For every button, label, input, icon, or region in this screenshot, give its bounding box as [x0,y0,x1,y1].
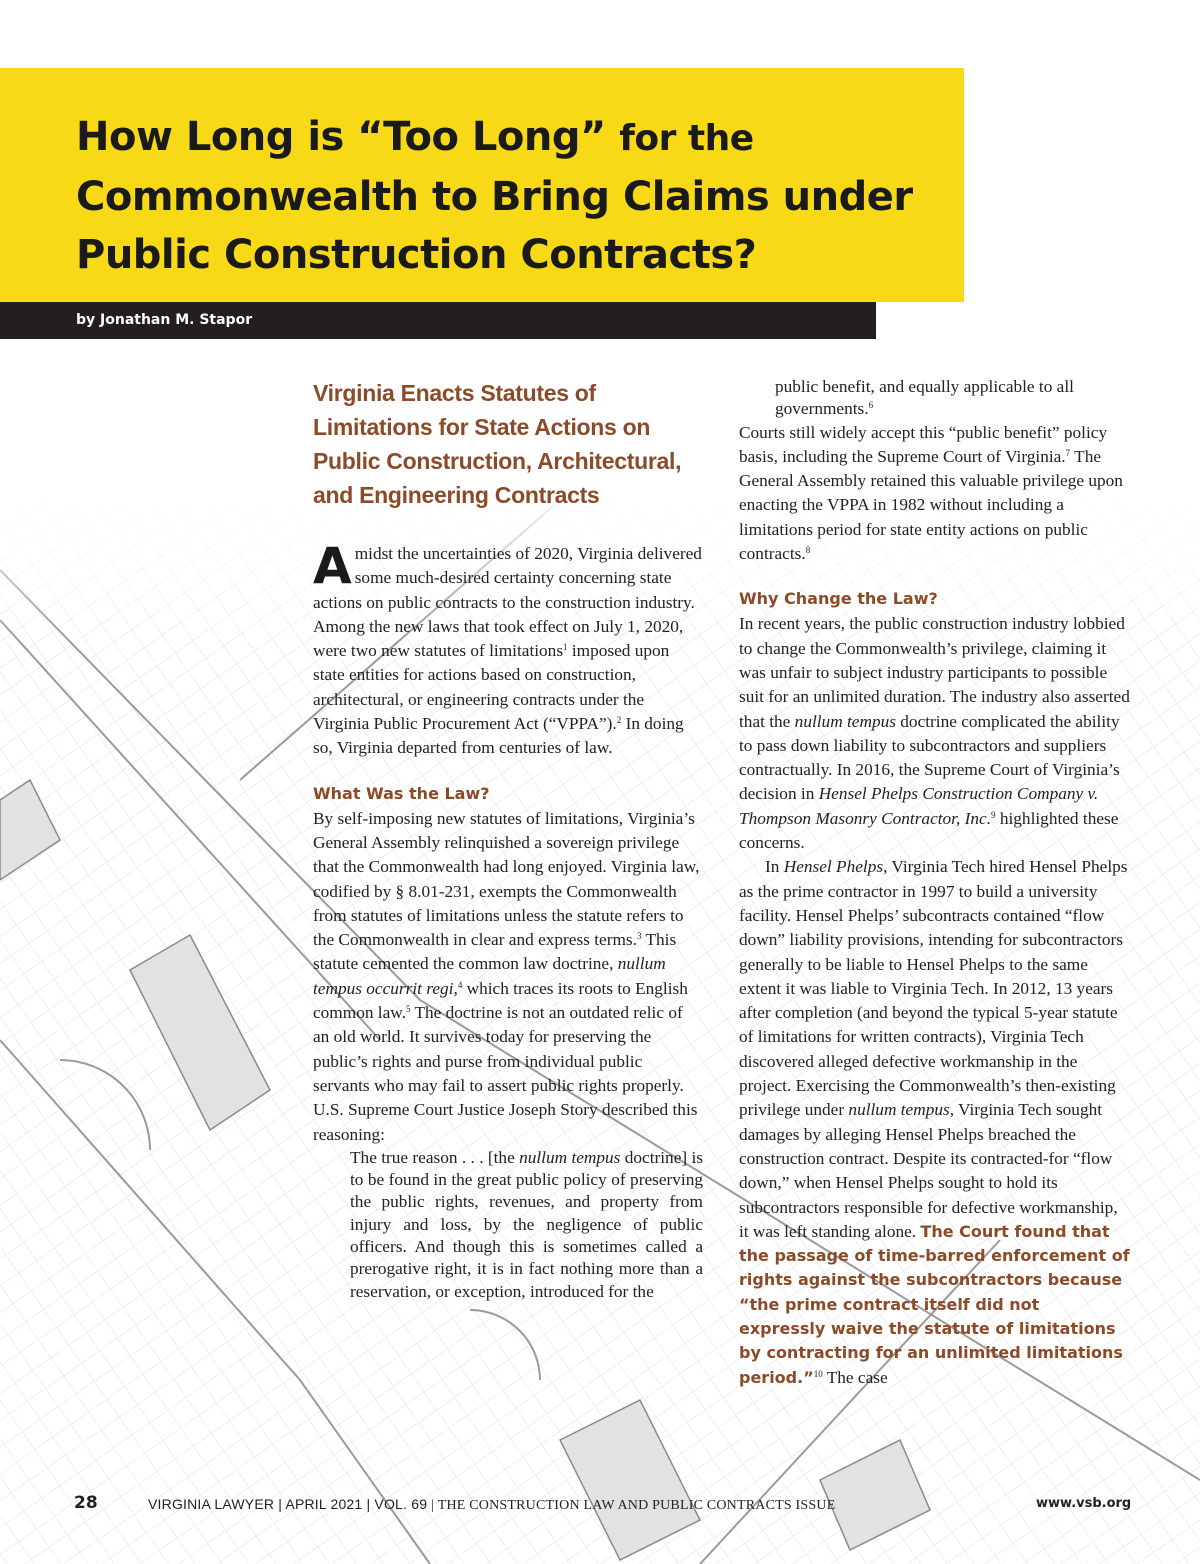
byline: by Jonathan M. Stapor [76,312,253,328]
intro-paragraph [313,537,703,761]
footnote-ref[interactable]: 3 [636,931,642,942]
title-line1-tail: for the [619,118,754,159]
section-heading-what-was-the-law: What Was the Law? [313,783,490,803]
column-left [313,376,703,1303]
law-paragraph [313,807,703,1147]
change-text-3: highlighted these concerns. [739,808,1119,853]
highlighted-quote: The Court found that the passage of time-barred enforcement of rights against the subcontractors because “the prime contract itself did not expressly waive the statute of limitations by contracting for an unlimited limitations period.” [739,1221,1130,1387]
footnote-ref[interactable]: 10 [813,1368,823,1379]
footnote-ref[interactable]: 4 [457,979,463,990]
quote-text-latin: nullum tempus [519,1147,621,1167]
section-subhead: Virginia Enacts Statutes of Limitations for State Actions on Public Construction, Architectural, and Engineering Contracts [313,380,682,508]
benefit-text-1: Courts still widely accept this “public benefit” policy basis, including the Supreme Court of Virginia. [739,422,1108,466]
hp-text-1: In [765,857,784,877]
hp-text-2: , Virginia Tech hired Hensel Phelps as the prime contractor in 1997 to build a university facility. Hensel Phelps’ subcontracts contained “flow down” liability provisions, intending for subcontractors generally to be liable to Hensel Phelps to the same extent it was liable to Virginia Tech. In 2012, 13 years after completion (and beyond the typical 5-year statute of limitations for written contracts), Virginia Tech discovered alleged defective workmanship in the project. Exercising the Commonwealth’s then-existing privilege under [739,857,1128,1120]
law-text-latin: nullum tempus occurrit regi [313,954,666,998]
title-line3: Public Construction Contracts? [76,232,757,278]
column-right [739,376,1131,1390]
footnote-ref[interactable]: 6 [868,400,874,411]
change-text-2: doctrine complicated the ability to pass down liability to subcontractors and suppliers contractually. In 2016, the Supreme Court of Virginia’s decision in [739,711,1120,804]
title-line1-main: How Long is “Too Long” [76,114,606,160]
footnote-ref[interactable]: 8 [805,545,811,556]
article-title [76,108,956,284]
publication-info: VIRGINIA LAWYER | APRIL 2021 | VOL. 69 [148,1496,428,1512]
change-text-latin: nullum tempus [794,711,896,731]
page-number: 28 [74,1493,98,1513]
hp-text-3: , Virginia Tech sought damages by alleging Hensel Phelps breached the construction contract. Despite its contracted-for “flow down,” when Hensel Phelps sought to hold its subcontractors responsible for defective workmanship, it was left standing alone. [739,1100,1118,1241]
footnote-ref[interactable]: 2 [616,715,622,726]
change-text-1: In recent years, the public construction industry lobbied to change the Commonwealth’s privilege, claiming it was unfair to subject industry participants to possible suit for an unlimited duration. The industry also asserted that the [739,614,1130,731]
website-link[interactable]: www.vsb.org [1036,1496,1132,1511]
public-benefit-paragraph [739,421,1131,567]
footnote-ref[interactable]: 7 [1065,447,1071,458]
why-change-paragraph [739,612,1131,855]
quote-text-2: doctrine] is to be found in the great public policy of preserving the public rights, revenues, and property from injury and loss, by the negligence of public officers. And though this is sometimes called a prerogative right, it is in fact nothing more than a reservation, or exception, introduced for the [350,1147,703,1301]
issue-title: | THE CONSTRUCTION LAW AND PUBLIC CONTRACTS ISSUE [431,1498,836,1513]
title-line2: Commonwealth to Bring Claims under [76,174,913,220]
hp-text-4: The case [822,1367,888,1387]
intro-text-3: In doing so, Virginia departed from centuries of law. [313,714,684,758]
law-text-4: The doctrine is not an outdated relic of an old world. It survives today for preserving the public’s rights and purse from individual public servants who may fail to assert public rights properly. U.S. Supreme Court Justice Joseph Story described this reasoning: [313,1003,698,1144]
section-heading-why-change: Why Change the Law? [739,589,938,609]
law-text-comma: , [453,978,458,998]
case-name: Hensel Phelps Construction Company v. Thompson Masonry Contractor, Inc. [739,784,1099,828]
drop-cap: A [313,537,352,595]
intro-text-1: midst the uncertainties of 2020, Virginia delivered some much-desired certainty concerning state actions on public contracts to the construction industry. Among the new laws that took effect on July 1, 2020, were two new statutes of limitations [313,544,702,661]
quote-text-3: public benefit, and equally applicable to all governments. [775,377,1074,419]
benefit-text-2: The General Assembly retained this valuable privilege upon enacting the VPPA in 1982 without including a limitations period for state entity actions on public contracts. [739,446,1123,564]
hensel-phelps-paragraph [739,855,1131,1390]
story-quote [350,1147,703,1303]
hp-text-latin: nullum tempus [848,1100,950,1120]
law-text-2: This statute cemented the common law doctrine, [313,930,677,974]
footnote-ref[interactable]: 9 [991,809,996,820]
publication-line [148,1494,835,1516]
hp-case-name: Hensel Phelps [783,857,884,877]
quote-text-1: The true reason . . . [the [350,1147,520,1167]
story-quote-continued [775,376,1131,421]
law-text-1: By self-imposing new statutes of limitations, Virginia’s General Assembly relinquished a sovereign privilege that the Commonwealth had long enjoyed. Virginia law, codified by § 8.01-231, exempts the Commonwealth from statutes of limitations unless the statute refers to the Commonwealth in clear and express terms. [313,808,700,950]
law-text-3: which traces its roots to English common law. [313,978,688,1023]
footnote-ref[interactable]: 1 [563,642,568,653]
intro-text-2: imposed upon state entities for actions based on construction, architectural, or engineering contracts under the Virginia Public Procurement Act (“VPPA”). [313,641,670,734]
footnote-ref[interactable]: 5 [405,1004,411,1015]
